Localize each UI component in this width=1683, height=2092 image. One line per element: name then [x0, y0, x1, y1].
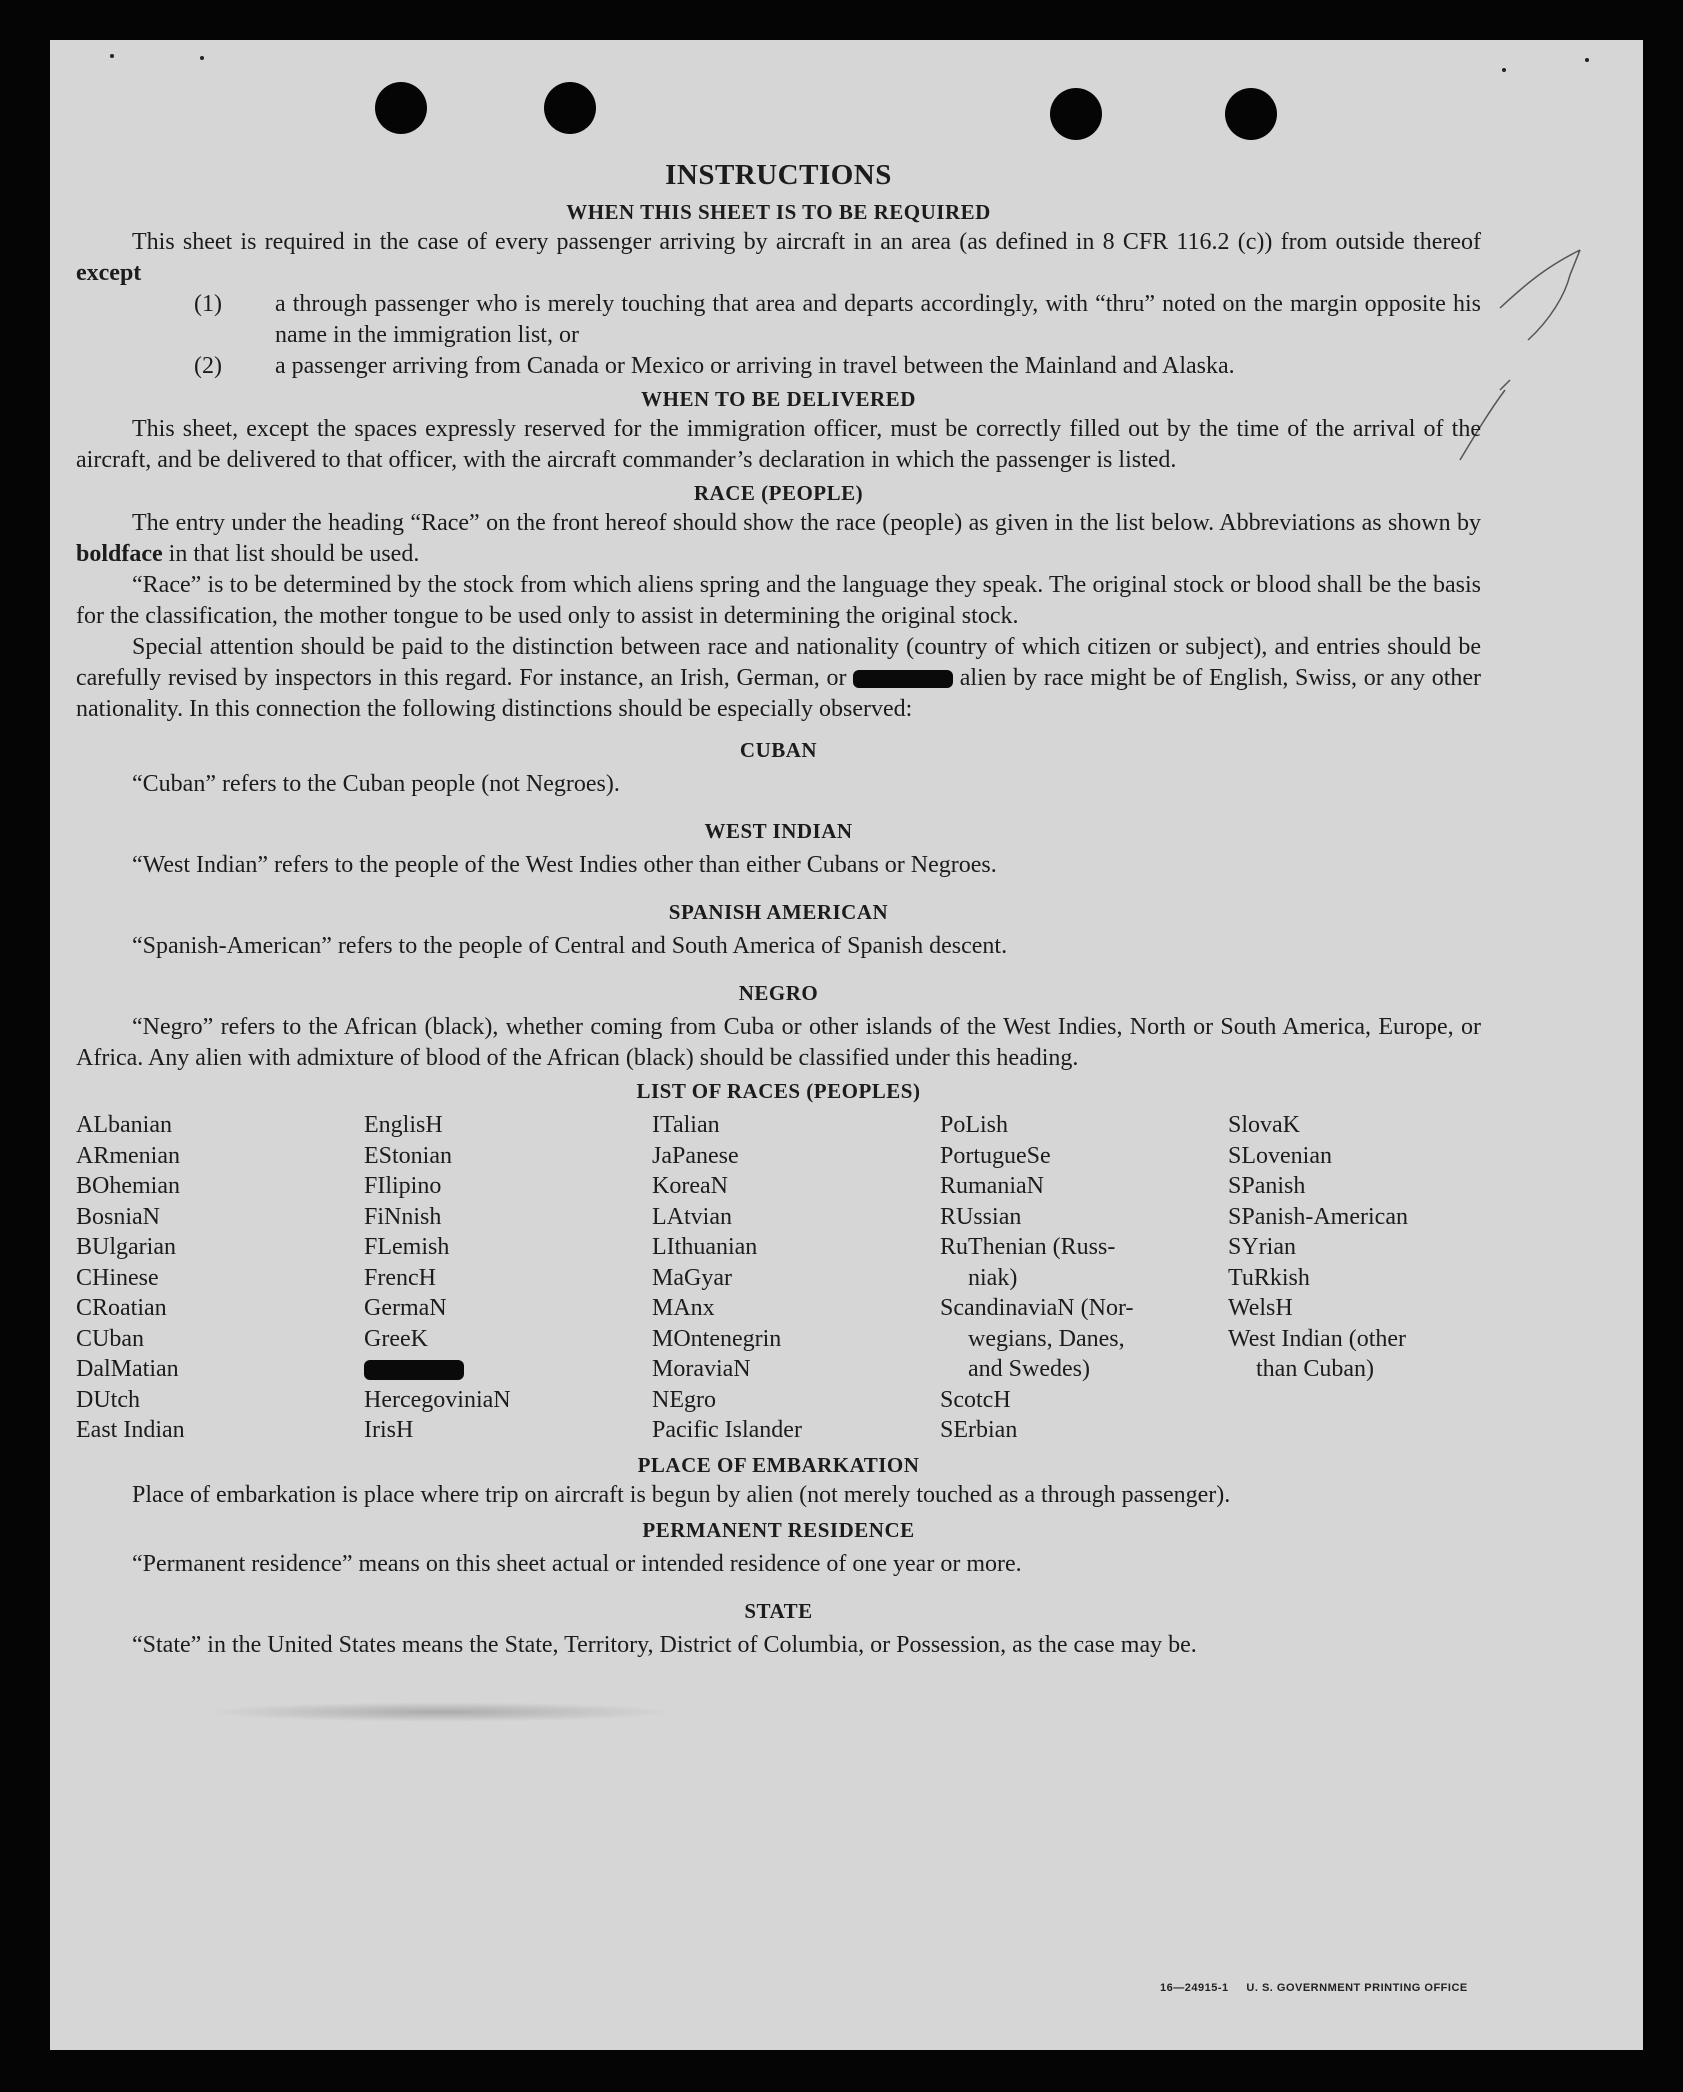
race-item: ScotcH	[940, 1386, 1011, 1413]
race-item: East Indian	[76, 1417, 185, 1443]
paragraph: “West Indian” refers to the people of the West Indies other than either Cubans or Negroes.	[132, 852, 997, 878]
race-item: SLovenian	[1228, 1142, 1332, 1169]
race-item-continuation: than Cuban)	[1256, 1356, 1374, 1382]
section-heading: PLACE OF EMBARKATION	[637, 1452, 920, 1477]
race-item: SlovaK	[1228, 1112, 1300, 1138]
race-item: SErbian	[940, 1417, 1018, 1443]
race-item: RUssian	[940, 1203, 1022, 1230]
text: in that list should be used.	[168, 541, 420, 567]
race-item: MAnx	[652, 1295, 715, 1321]
race-item: WelsH	[1228, 1295, 1293, 1321]
instructions-content	[76, 160, 1481, 1661]
race-item: HercegoviniaN	[364, 1386, 511, 1413]
race-item-continuation: wegians, Danes,	[968, 1325, 1125, 1352]
race-column	[652, 1110, 940, 1446]
race-item: SYrian	[1228, 1234, 1296, 1260]
race-item: RuThenian (Russ-	[940, 1234, 1116, 1260]
item-text: a through passenger who is merely touching that area and departs accordingly, with “thru” noted on the margin opposite his name in the immigration list, or	[275, 291, 1481, 348]
race-list	[76, 1110, 1481, 1446]
paragraph: “State” in the United States means the State, Territory, District of Columbia, or Possession, as the case may be.	[132, 1631, 1197, 1658]
race-item: FiNnish	[364, 1203, 442, 1230]
section-heading: NEGRO	[738, 981, 819, 1005]
redaction	[853, 670, 953, 688]
race-item: LIthuanian	[652, 1234, 758, 1260]
race-item: LAtvian	[652, 1203, 732, 1230]
section-heading: RACE (PEOPLE)	[693, 481, 864, 505]
race-column	[364, 1110, 652, 1446]
list-item	[76, 351, 1481, 382]
section-heading: SPANISH AMERICAN	[668, 900, 889, 924]
race-item: ARmenian	[76, 1142, 180, 1169]
document-sheet	[50, 40, 1643, 2050]
paragraph: “Permanent residence” means on this sheet actual or intended residence of one year or more.	[132, 1550, 1022, 1577]
smudge	[205, 1702, 675, 1722]
paragraph: Place of embarkation is place where trip on aircraft is begun by alien (not merely touched as a through passenger).	[132, 1481, 1231, 1508]
form-footer	[1160, 1982, 1468, 1994]
text: alien by race might be of English, Swiss, or any other nationality. In this connection the following distinctions should be especially observed:	[76, 665, 1482, 722]
bold-text: boldface	[76, 541, 163, 567]
bold-text: except	[76, 260, 142, 286]
item-text: a passenger arriving from Canada or Mexico or arriving in travel between the Mainland and Alaska.	[275, 353, 1235, 379]
paragraph	[76, 632, 1481, 725]
section-heading: WHEN TO BE DELIVERED	[641, 387, 916, 411]
item-number: (2)	[194, 353, 222, 379]
race-item-continuation: and Swedes)	[968, 1356, 1090, 1382]
paragraph: “Negro” refers to the African (black), whether coming from Cuba or other islands of the West Indies, North or South America, Europe, or Africa. Any alien with admixture of blood of the African (black) should be classified under this heading.	[76, 1014, 1481, 1071]
redaction	[364, 1360, 464, 1380]
text: The entry under the heading “Race” on the front hereof should show the race (people) as given in the list below. Abbreviations as shown by	[132, 510, 1481, 536]
form-number: 16—24915-1	[1160, 1982, 1229, 1994]
printer-name: U. S. GOVERNMENT PRINTING OFFICE	[1246, 1982, 1468, 1994]
section-heading: WEST INDIAN	[704, 819, 853, 843]
race-item: RumaniaN	[940, 1173, 1044, 1199]
race-item: FIlipino	[364, 1173, 442, 1199]
race-item: KoreaN	[652, 1173, 728, 1199]
paragraph: “Race” is to be determined by the stock from which aliens spring and the language they speak. The original stock or blood shall be the basis for the classification, the mother tongue to be used only to assist in determining the original stock.	[76, 572, 1481, 629]
race-item: Pacific Islander	[652, 1417, 802, 1443]
race-column	[76, 1110, 364, 1446]
race-item: SPanish	[1228, 1173, 1306, 1199]
text: Special attention should be paid to the distinction between race and nationality (country of which citizen or subject), and entries should be carefully revised by inspectors in this regard. For instance, an Irish, German, or	[76, 634, 1481, 691]
race-item: CRoatian	[76, 1295, 167, 1321]
text: This sheet is required in the case of every passenger arriving by aircraft in an area (as defined in 8 CFR 116.2 (c)) from outside thereof	[132, 229, 1481, 255]
section-heading: CUBAN	[739, 738, 818, 762]
race-item: TuRkish	[1228, 1264, 1310, 1291]
race-item: FrencH	[364, 1264, 436, 1291]
race-item: SPanish-American	[1228, 1203, 1408, 1230]
race-item: MOntenegrin	[652, 1325, 782, 1352]
race-item: ITalian	[652, 1112, 720, 1138]
race-item: ScandinaviaN (Nor-	[940, 1295, 1134, 1321]
list-item	[76, 289, 1481, 351]
race-item: DUtch	[76, 1386, 140, 1413]
item-number: (1)	[194, 291, 222, 317]
race-item: PortugueSe	[940, 1142, 1051, 1169]
paragraph: This sheet, except the spaces expressly reserved for the immigration officer, must be correctly filled out by the time of the arrival of the aircraft, and be delivered to that officer, with the aircraft commander’s declaration in which the passenger is listed.	[76, 416, 1481, 473]
race-item: GreeK	[364, 1325, 428, 1352]
section-heading: WHEN THIS SHEET IS TO BE REQUIRED	[566, 200, 991, 224]
race-item: GermaN	[364, 1295, 447, 1321]
paragraph: “Cuban” refers to the Cuban people (not Negroes).	[132, 771, 620, 797]
race-item: BUlgarian	[76, 1234, 176, 1260]
race-item: IrisH	[364, 1417, 414, 1443]
race-item: NEgro	[652, 1386, 716, 1413]
race-item: MoraviaN	[652, 1356, 751, 1382]
section-heading: STATE	[744, 1598, 813, 1623]
race-item: MaGyar	[652, 1264, 732, 1291]
page-title: INSTRUCTIONS	[665, 159, 892, 191]
paragraph	[76, 227, 1481, 289]
race-item: JaPanese	[652, 1142, 739, 1169]
race-item: CUban	[76, 1325, 144, 1352]
race-item: West Indian (other	[1228, 1325, 1407, 1352]
race-item-redacted	[364, 1354, 652, 1385]
section-heading: PERMANENT RESIDENCE	[642, 1517, 915, 1542]
race-item-continuation: niak)	[968, 1264, 1018, 1291]
paragraph: “Spanish-American” refers to the people of Central and South America of Spanish descent.	[132, 933, 1008, 959]
race-item: EnglisH	[364, 1112, 443, 1138]
race-item: BosniaN	[76, 1203, 160, 1230]
section-heading: LIST OF RACES (PEOPLES)	[636, 1079, 921, 1103]
race-column	[940, 1110, 1228, 1446]
race-item: FLemish	[364, 1234, 450, 1260]
race-column	[1228, 1110, 1516, 1446]
race-item: PoLish	[940, 1112, 1009, 1138]
race-item: CHinese	[76, 1264, 159, 1291]
race-item: DalMatian	[76, 1356, 179, 1382]
race-item: EStonian	[364, 1142, 452, 1169]
race-item: BOhemian	[76, 1173, 180, 1199]
race-item: ALbanian	[76, 1112, 172, 1138]
paragraph	[76, 508, 1481, 570]
